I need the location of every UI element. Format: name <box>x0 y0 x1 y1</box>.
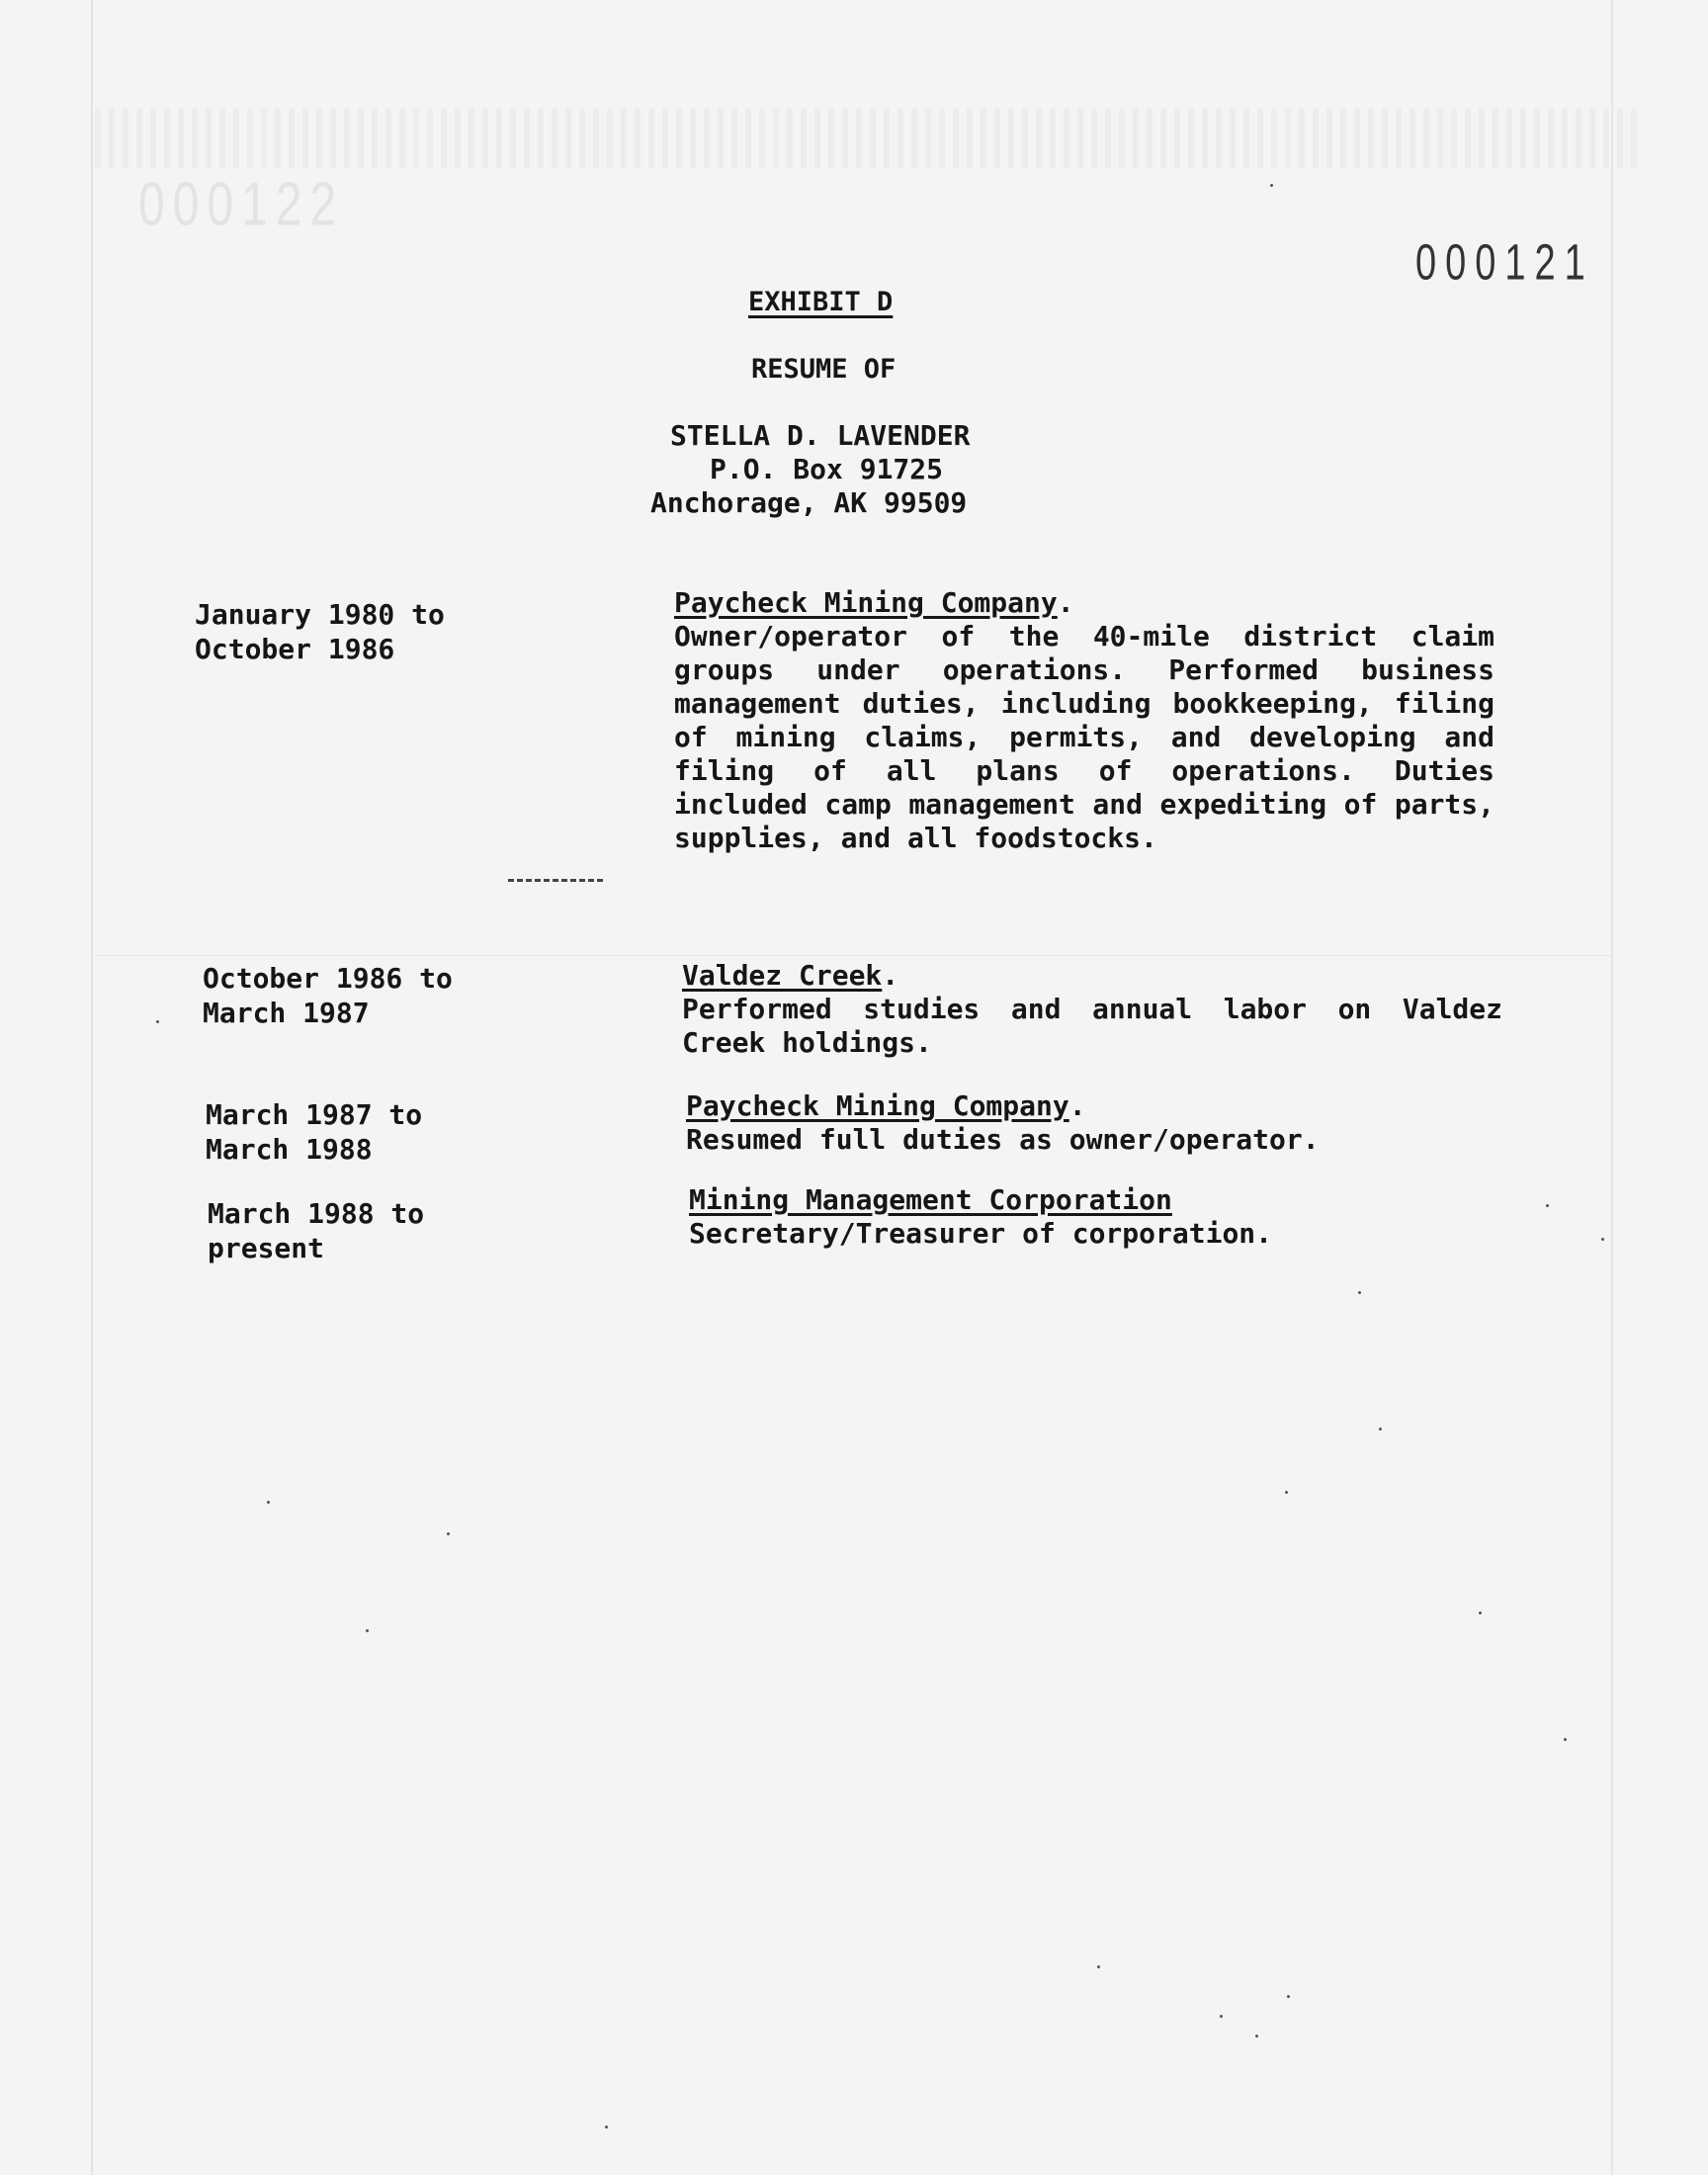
company-name: Mining Management Corporation <box>689 1183 1172 1216</box>
scan-speck <box>605 2126 608 2129</box>
page-number: 000121 <box>1415 235 1594 292</box>
entry-description: Performed studies and annual labor on Valdez Creek holdings. <box>682 993 1502 1059</box>
scan-edge-right <box>1611 0 1613 2175</box>
scan-speck <box>366 1629 369 1632</box>
company-suffix: . <box>1057 586 1074 619</box>
entry-description: Secretary/Treasurer of corporation. <box>689 1217 1273 1250</box>
scan-speck <box>1287 1995 1290 1998</box>
scan-speck <box>1564 1738 1567 1741</box>
company-suffix: . <box>1068 1089 1086 1122</box>
company-name: Paycheck Mining Company <box>674 586 1058 619</box>
scan-speck <box>1479 1611 1482 1614</box>
scan-speck <box>1270 184 1273 187</box>
scan-speck <box>267 1501 270 1504</box>
employment-entry <box>682 959 1502 1060</box>
bleed-through-artifact <box>95 109 1637 168</box>
scan-speck <box>1546 1204 1549 1207</box>
entry-description: Resumed full duties as owner/operator. <box>686 1123 1320 1156</box>
company-name: Paycheck Mining Company <box>686 1089 1069 1122</box>
bleed-through-page-number: 000122 <box>138 171 345 239</box>
entry-description: Owner/operator of the 40-mile district claim groups under operations. Performed business management duties, including bookkeeping, filing of mining claims, permits, and developing and filing of all plans of operations. Duties included camp management and expediting of parts, supplies, and all foodstocks. <box>674 620 1494 854</box>
address-line-1: P.O. Box 91725 <box>710 453 944 485</box>
scan-speck <box>1255 2035 1258 2038</box>
scan-speck <box>1358 1291 1361 1294</box>
exhibit-label: EXHIBIT D <box>748 287 894 317</box>
scan-speck <box>1285 1491 1288 1494</box>
entry-dates: March 1987 to March 1988 <box>206 1098 423 1166</box>
employment-entry <box>689 1183 1509 1251</box>
scan-speck <box>156 1020 159 1023</box>
scan-speck <box>1601 1238 1604 1241</box>
person-name: STELLA D. LAVENDER <box>670 419 971 452</box>
fold-line <box>95 955 1611 956</box>
entry-dates: October 1986 to March 1987 <box>203 962 453 1029</box>
pen-mark <box>508 879 603 882</box>
scan-speck <box>447 1532 450 1535</box>
company-name: Valdez Creek <box>682 959 883 992</box>
employment-entry <box>686 1089 1506 1157</box>
resume-heading: RESUME OF <box>751 354 897 385</box>
scan-speck <box>1220 2015 1223 2018</box>
scan-speck <box>1379 1428 1382 1431</box>
entry-dates: March 1988 to present <box>208 1197 425 1264</box>
scan-speck <box>1097 1965 1100 1968</box>
entry-dates: January 1980 to October 1986 <box>195 598 445 665</box>
address-line-2: Anchorage, AK 99509 <box>650 486 968 519</box>
scan-edge-left <box>91 0 93 2175</box>
company-suffix: . <box>882 959 899 992</box>
employment-entry <box>674 586 1494 855</box>
